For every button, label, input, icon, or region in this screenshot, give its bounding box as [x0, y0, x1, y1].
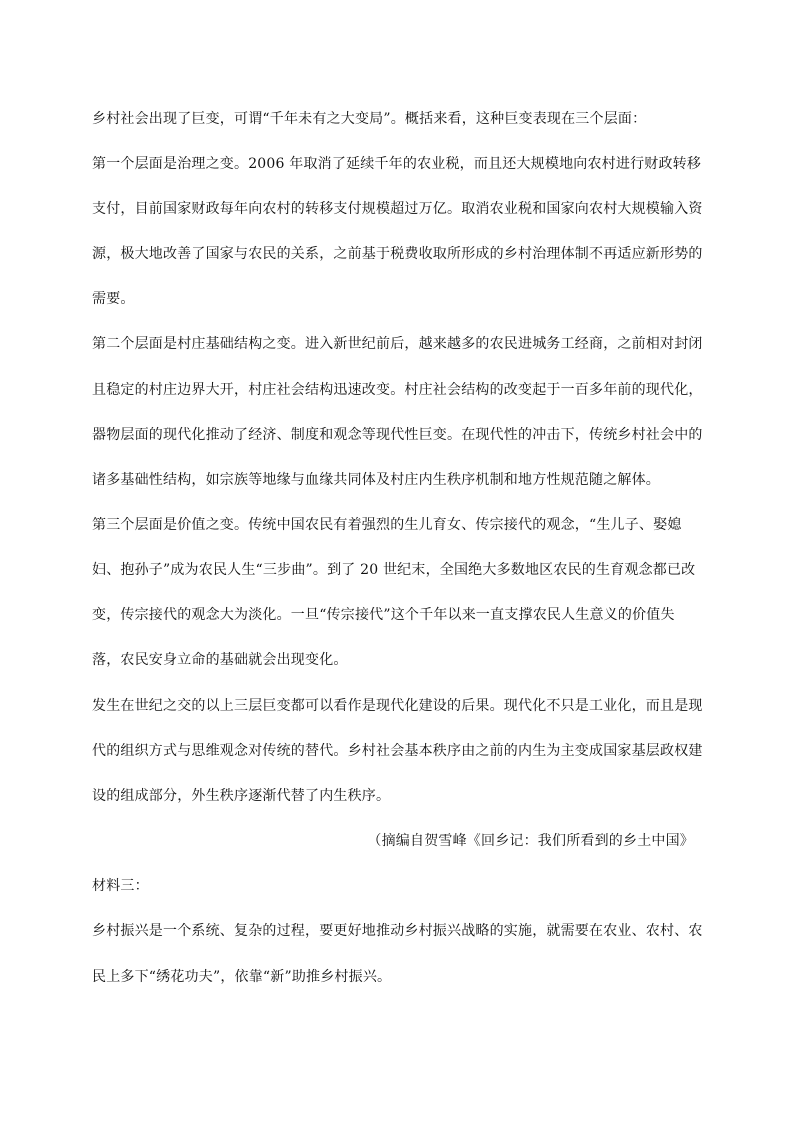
paragraph-line: 乡村振兴是一个系统、复杂的过程，要更好地推动乡村振兴战略的实施，就需要在农业、农村、农	[92, 923, 703, 939]
paragraph-line: 需要。	[92, 291, 135, 307]
paragraph-line: 发生在世纪之交的以上三层巨变都可以看作是现代化建设的后果。现代化不只是工业化，而且是现	[92, 698, 703, 714]
paragraph-line: 第三个层面是价值之变。传统中国农民有着强烈的生儿育女、传宗接代的观念，“生儿子、娶媳	[92, 517, 682, 533]
paragraph-line: 器物层面的现代化推动了经济、制度和观念等现代性巨变。在现代性的冲击下，传统乡村社会中的	[92, 427, 703, 443]
paragraph-line: 第二个层面是村庄基础结构之变。进入新世纪前后，越来越多的农民进城务工经商，之前相对封闭	[92, 336, 703, 352]
paragraph-line: 变，传宗接代的观念大为淡化。一旦“传宗接代”这个千年以来一直支撑农民人生意义的价值失	[92, 607, 675, 623]
paragraph-line: 源，极大地改善了国家与农民的关系，之前基于税费收取所形成的乡村治理体制不再适应新形势的	[92, 246, 703, 262]
paragraph-line: 乡村社会出现了巨变，可谓“千年未有之大变局”。概括来看，这种巨变表现在三个层面：	[92, 111, 647, 127]
paragraph-line: 妇、抱孙子”成为农民人生“三步曲”。到了 20 世纪末，全国绝大多数地区农民的生育观念都已改	[92, 562, 696, 578]
paragraph-line: 诸多基础性结构，如宗族等地缘与血缘共同体及村庄内生秩序机制和地方性规范随之解体。	[92, 472, 660, 488]
source-citation: （摘编自贺雪峰《回乡记：我们所看到的乡土中国》	[367, 833, 694, 849]
paragraph-line: 设的组成部分，外生秩序逐渐代替了内生秩序。	[92, 788, 391, 804]
paragraph-line: 支付，目前国家财政每年向农村的转移支付规模超过万亿。取消农业税和国家向农村大规模输入资	[92, 201, 703, 217]
paragraph-line: 落，农民安身立命的基础就会出现变化。	[92, 652, 348, 668]
paragraph-line: 第一个层面是治理之变。2006 年取消了延续千年的农业税，而且还大规模地向农村进行财政转移	[92, 156, 702, 172]
material-heading: 材料三：	[92, 878, 149, 894]
paragraph-line: 代的组织方式与思维观念对传统的替代。乡村社会基本秩序由之前的内生为主变成国家基层政权建	[92, 743, 703, 759]
paragraph-line: 且稳定的村庄边界大开，村庄社会结构迅速改变。村庄社会结构的改变起于一百多年前的现代化，	[92, 382, 703, 398]
paragraph-line: 民上多下“绣花功夫”，依靠“新”助推乡村振兴。	[92, 969, 392, 985]
